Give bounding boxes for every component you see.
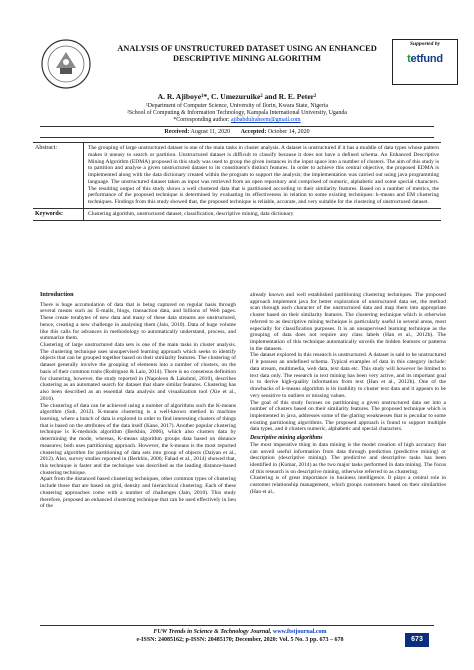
journal-name: FUW Trends in Science & Technology Journal,: [153, 629, 272, 635]
journal-footer: [80, 628, 400, 644]
supported-by-label: Supported by: [409, 41, 441, 47]
keywords-row: [33, 208, 441, 221]
journal-seal-logo: [40, 38, 92, 90]
page-number: 673: [405, 633, 429, 647]
paragraph: The goal of this study focuses on partitioning a given unstructured data set into a number of clusters based on their similarity features. The proposed technique which is implemented in java, addresses some of the glaring weaknesses that is peculiar to some existing partitioning algorithms. The proposed approach is found to support multiple data types, and it clusters numeric, alphabetic and special characters.: [250, 399, 446, 433]
journal-url-link[interactable]: www.ftstjournal.com: [272, 629, 327, 635]
tetfund-logo: tetfund: [407, 53, 443, 65]
author-email-link[interactable]: ajibabdulraheem@gmail.com: [230, 117, 301, 123]
right-column: [250, 292, 446, 496]
keywords-text: Clustering algorithm, unstructured dataset, classification, descriptive mining, data dictionary: [83, 209, 441, 220]
affiliation-2: ²School of Computing & Information Technology, Kampala International University, Uganda: [127, 110, 347, 116]
abstract-row: [33, 142, 441, 208]
corresponding-label: *Corresponding author:: [173, 117, 230, 123]
section-heading-introduction: Introduction: [40, 291, 74, 298]
subsection-heading: Descriptive mining algorithms: [250, 435, 323, 442]
dates-bottom-rule: [40, 137, 434, 138]
left-column: [40, 292, 236, 510]
issn-line: e-ISSN: 24085162; p-ISSN: 20485170; December, 2020: Vol. 5 No. 3 pp. 673 – 678: [136, 637, 344, 643]
paragraph: The clustering of data can be achieved using a number of algorithms such the K-means algorithm (Suh, 2012). K-means clustering is a well-known method in machine learning, where a bunch of data is explored in order to find interesting clusters of things that is based on the attributes of the data itself (Kane, 2017). Another popular clustering technique is K-medoids algorithm (Berkhin, 2006), which also clusters data by determining the mode, whereas, K-means algorithm groups data based on distance measures; both uses partitioning approach. However, the k-means is the most reported clustering algorithm for partitioning of data sets into group of objects (Daiyan et al., 2012). Also, survey studies reported in (Berkhin, 2006; Fahad et al., 2014) showed that, this technique is faster and the technique was described as the leading distance-based clustering technique.: [40, 402, 236, 476]
abstract-label: Abstract:: [35, 145, 57, 151]
keywords-label: Keywords:: [35, 210, 63, 217]
abstract-text: The grouping of large unstructured dataset is one of the main tasks in cluster analysis. A dataset is unstructured if it has a muddle of data types whose pattern makes it uneasy to search or partition. Unstructured dataset is difficult to classify because it does not have a defined schema. An Enhanced Descriptive Mining Algorithm (EDMA) proposed in this study was used to group the given instances in the input space into a number of clusters. The aim of this study is to partition and analyse a given unstructured dataset to its constituent's distinct features. In order to achieve this central objective, the proposed EDMA is implemented along with the data dictionary created within the program to support the analysis; the implementation was carried out using java programming language. The unstructured dataset taken as input was retrieved from an open repository and comprised of numeric, alphabetic and some special characters. The resulting output of this study shows a well clustered data that is partitioned according to their similarity features. Based on a number of metrics, the performance of the proposed technique is determined by evaluating its effectiveness in relation to some existing techniques: k-means and EM clustering techniques. Findings from this study showed that, the proposed technique is reliable, accurate, and very suitable for the clustering of unstructured dataset.: [83, 143, 441, 208]
affiliation-1: ¹Department of Computer Science, University of Ilorin, Kwara State, Nigeria: [145, 103, 329, 109]
paragraph: The dataset explored in this research is unstructured. A dataset is said to be unstructured if it possess an undefined schema. Typical examples of data in this category include: data stream, multimedia, web data, text data etc. This study will however be limited to text data only. The research in text mining has been very active, and its important goal is to derive high-quality information from text (Han et al., 2012b). One of the drawbacks of k-means algorithm is its inability to cluster text data and it appears to be very sensitive to outliers or missing values.: [250, 352, 446, 399]
paragraph: Clustering of large unstructured data sets is one of the main tasks in cluster analysis. The clustering technique uses unsupervised learning approach which seeks to identify objects that can be grouped together based on their similarity features. The clustering of dataset generally involve the grouping of elements into a number of clusters, on the basis of their common traits (Rodriguez & Laio, 2014). There is no consensus definition for clustering, however, the study reported in (Napoleon & Lakshmi, 2010), describes clustering as an automated search for dataset that share similar features. Clustering has also been described as an essential data analysis and visualization tool (Xie et al., 2016).: [40, 342, 236, 402]
paragraph: There is huge accumulation of data that is being captured on regular basis through several means such as: E-mails, blogs, transaction data, and billions of Web pages. These create terabytes of new data and many of these data streams are unstructured, hence, creating a new challenge in analysing them (Jain, 2010). Data of huge volume like this calls for advances in methodology to automatically understand, process, and summarize them.: [40, 301, 236, 342]
tetfund-badge: [392, 39, 458, 85]
dates-line: Received: August 11, 2020 Accepted: October 14, 2020: [164, 129, 310, 135]
paragraph: The most imperative thing in data mining is the model creation of high accuracy that can unveil useful information from data through prediction (predictive mining) or description (descriptive mining). The predictive and descriptive tasks has been identified in (Kumar, 2014) as the two major tasks performed in data mining. The focus of this research is on descriptive mining, otherwise referred to as clustering.: [250, 441, 446, 475]
corresponding-author: [40, 117, 434, 124]
paragraph: already known and well established partitioning clustering techniques. The proposed approach implement java for better exploration of unstructured data set, the method scan through each character of the unstructured data and map them into appropriate cluster based on their similarity features. The clustering technique which is otherwise referred to as descriptive mining technique is particularly useful in several areas, most especially for classification purposes. It is an unsupervised learning technique as the grouping of data does not require any class labels (Han et al., 2012b). The implementation of this technique automatically unveils the hidden features or patterns in the datasets.: [250, 292, 446, 352]
author-list: A. R. Ajiboye¹*, C. Umezuruike² and R. E. Peter²: [157, 92, 317, 101]
abstract-box: [33, 142, 441, 221]
footer-rule: [40, 625, 434, 626]
dates-top-rule: [40, 126, 434, 127]
paragraph: Clustering is of great importance in business intelligence. It plays a central role in customer relationship management, which groups customers based on their similarities (Han et al.,: [250, 475, 446, 495]
paragraph: Apart from the distanced based clustering techniques, other common types of clustering include those that are based on grid, density and hierarchical clustering. Each of these clustering approaches come with a number of challenges (Jain, 2010). This study therefore, proposed an enhanced clustering technique that can be used effectively in lieu of the: [40, 476, 236, 510]
paper-title: ANALYSIS OF UNSTRUCTURED DATASET USING AN ENHANCED DESCRIPTIVE MINING ALGORITHM: [117, 44, 377, 63]
